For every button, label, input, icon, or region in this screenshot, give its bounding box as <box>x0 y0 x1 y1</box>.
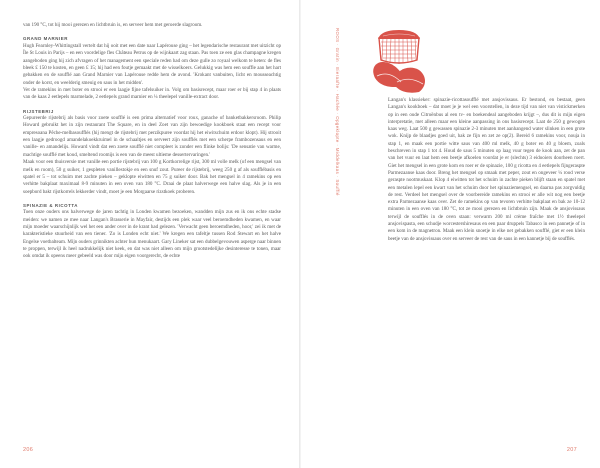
section-heading-rijstebrij: RIJSTEBRIJ <box>23 108 54 114</box>
left-text-column <box>23 22 281 261</box>
souffle-illustration-icon <box>365 26 433 96</box>
right-body-paragraph: Langan's klassieker: spinazie-ricottasoufflé met ansjovissaus. Er bestond, en bestaat, geen Langan's kookboek – dat moet je je wel een voorstellen, in deze tijd van niet van vistickmerken op in een oude Citroënbus al een tv- en boekendeal aangeboden krijgt –, dus dit is mijn eigen interpretatie, met alleen maar een kleine aanpassing in ons basisrecept. Laat de 250 g gewogen kaas weg. Laat 500 g gewassen spinazie 2-3 minuten met aanhangend water slinken in een grote wok. Knijp de blaadjes goed uit, hak ze fijn en zet ze op(2). Bereid 6 ramekins voor, nouja in stap 1, en maak een portie witte saus van 400 ml melk, 40 g boter en 40 g bloem, zoals beschreven in stap 1 tot 4. Houd de saus 5 minuten op laag vuur tegen de kook aan, zet de pan van het vuur en laat hem een beetje afkoelen voordat je er (slechts) 3 eidooiers doorheen roert. Giet het mengsel in een grote kom en roer er de spinazie, 100 g ricotta en 4 eetlepels fijngeraspte Parmezaanse kaas door. Breng het mengsel op smaak met peper, zout en ongeveer ¼ rood verse geraspte nootmuskaat. Klop 4 eiwitten tot het schuim in zachte pieken blijft staan en spatel met een metalen lepel een kwart van het schuim door het spinaziemengsel, en daarna pas zorgvuldig de rest. Verdeel het mengsel over de voorbereide ramekins en strooi er alle wit nog een beetje extra Parmezaanse kaas over. Zet de ramekins op van tevoren verhitte bakplaat en bak ze 10-12 minuten in een oven van 180 °C, tot ze mooi gerezen en lichtbruin zijn. Maak de ansjovissaus terwijl de soufflés in de oven staan: verwarm 200 ml crème fraîche met 1½ theelepel ansjovispasta, een schudje worcestershiresaus en een paar druppels Tabasco in een pannetje of in een kom in de magnetron. Maak een klein snoetje in elke net gebakken soufflé, giet er een klein beetje van de ansjovissaus over en serveer de rest van de saus in een kannetje bij de soufflés. <box>388 97 585 242</box>
running-head <box>331 28 343 258</box>
running-head-text: ROOS · Gratin · Eieraafte · Hachée · Opgeklopte · Middelkaas · Soufflé <box>335 28 340 196</box>
left-intro-paragraph: van 190 °C, tot hij mooi gerezen en lichtbruin is, en serveer hem met geroerde slagroom. <box>23 22 203 28</box>
section-text-rijstebrij: Gepureerde rijstebrij als basis voor zoete soufflé is een prima alternatief voor roux, ganache of banketbakkersroom. Philip Howard gebruikt het in zijn restaurant The Square, en in deel Zoet van zijn bewoedige kookboek staat een recept voor empresoana Pêche-melbasoufflés (hij mengt de rijstebrij met perzikpuree voordat hij het eiwitschuim erdoor klopt). Hij strooit een laagje gedroogd amandelakoekkruimel in de schaaltjes en serveert zijn soufflés met een scherpe frambozensaus en een vanille- en amandelijs. Howard vindt dat een zoete soufflé niet compleet is zonder een flinke bolijs: 'De sensatie van warme, machtige soufflé met koud, smeltend roomijs is een van de meest ultieme dessertervaringen.' Maak voor een thuisversie met vanille een portie rijstebrij van 100 g Kortkorrelige rijst, 300 ml volle melk (of een mengsel van melk en room), 50 g suiker, 1 gespleten vanillestokje en een snuf zout. Pureer de rijstebrij, weeg 250 g af als soufflébasis en spatel er 5 – tot schuim met zachte pieken – geklopte eiwitten en 75 g suiker door. Bak het mengsel in 4 ramekins op een verhitte bakplaat maximaal 8-9 minuten in een oven van 180 °C. Draai de plaat halverwege een halve slag. Als je in een soepbord bakt rijstkorrels lekkerder vindt, moet je een Morgaarse rizstkoek proberen. <box>23 115 281 195</box>
section-text-grand-marnier: Hugh Fearnley-Whittingstall vertelt dat hij ooit met een date naar Lapérouse ging – het legendarische restaurant met uitzicht op Île St Louis in Parijs – en een voordelige fles Château Petrus op de wijnkaart zag staan. Pas toen ze een glas champagne kregen aangeboden ging hij zich afvragen of het management een speciale reden had om deze gulle zo royaal welkom te heten: de fles bleek £ 150 te kosten, en geen £ 15; hij had een foutje gemaakt met de wisselkoers. Gelukkig was hem een souffle aan het hart gebakken en de soufflé aan Grand Marnier van Lapérouse redde hem de avond. 'Krokant vanbuiten, licht en mousseachtig onder de korst, en weelderig smeuig en saus in het midden'. Vet de ramekins in met boter en strooi er een laagje fijne tafelsuiker in. Volg om basisrecept, maar roer er bij stap 4 in plaats van de kaas 2 eetlepels marmelade, 2 eetlepels grand marnier en ¼ theelepel vanille-extract door. <box>23 42 281 101</box>
section-text-spinazie-ricotta: Toen onze ouders ons halverwege de jaren tachtig in Londen kwamen bezoeken, wandden mijn zus en ik ons echte stadse meiden: we namen ze mee naar Langan's Brasserie in Mayfair, destijds een plek waar veel beroemdheden kwamen, en waar mijn moeder waarschijnlijk wel het een ander over in de krant had gelezen. 'Verwacht geen beroemdheden, hoor,' zei ik met de karakteristieke stuurheid van een tiener. 'Zo is Londen echt niet.' We kregen een tafeltje tussen Rod Stewart en het halve Engelse voetbalteam. Mijn ouders grinnikten achter hun menukaart. Gary Lineker sat een dubbelgevouwen asperge naar binnen te proppen, terwijl ik heel nadrukkelijk niet keek, en dat was niet alleen om mijn grootstedelijke desinteresse te tonen, maar ook omdat ik opeens meer gebeeld was door mijn eigen voorgerecht, de echte <box>23 209 281 260</box>
right-page <box>301 0 600 468</box>
left-page <box>0 0 299 468</box>
page-number-left: 206 <box>23 447 34 453</box>
section-heading-grand-marnier: GRAND MARNIER <box>23 36 68 42</box>
right-text-column <box>388 97 585 243</box>
page-number-right: 207 <box>566 447 577 453</box>
section-heading-spinazie-ricotta: SPINAZIE & RICOTTA <box>23 202 78 208</box>
